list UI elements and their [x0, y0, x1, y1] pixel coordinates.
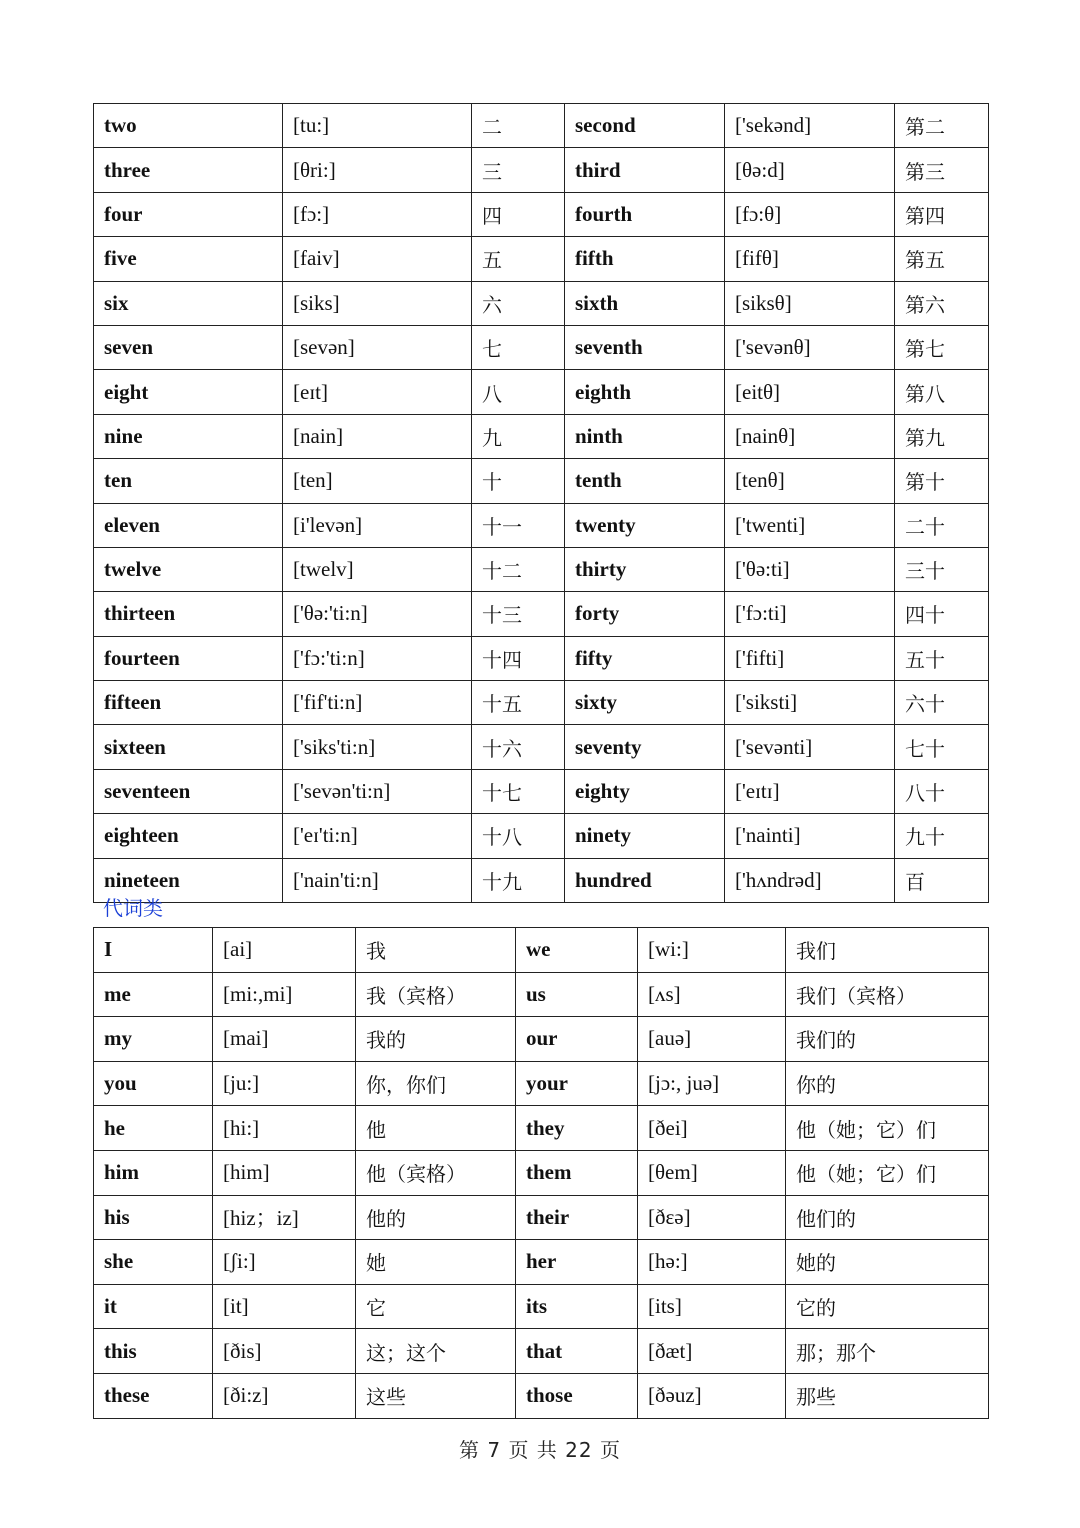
- phonetic-2-cell: ['sevənti]: [725, 725, 895, 769]
- english-word-2-cell: seventh: [565, 325, 725, 369]
- phonetic-cell: [twelv]: [283, 547, 472, 591]
- chinese-meaning-2-cell: 第二: [895, 104, 989, 148]
- table-row: [94, 769, 989, 813]
- table-row: [94, 814, 989, 858]
- chinese-meaning-2-cell: 百: [895, 858, 989, 902]
- english-word-cell: three: [94, 148, 283, 192]
- chinese-meaning-2-cell: 他（她；它）们: [786, 1106, 989, 1151]
- phonetic-cell: ['siks'ti:n]: [283, 725, 472, 769]
- chinese-meaning-cell: 三: [472, 148, 565, 192]
- chinese-meaning-cell: 他的: [356, 1195, 516, 1240]
- table-row: [94, 1329, 989, 1374]
- phonetic-cell: [i'levən]: [283, 503, 472, 547]
- phonetic-2-cell: ['twenti]: [725, 503, 895, 547]
- english-word-2-cell: sixty: [565, 681, 725, 725]
- english-word-2-cell: second: [565, 104, 725, 148]
- phonetic-cell: ['fif'ti:n]: [283, 681, 472, 725]
- phonetic-2-cell: [jɔ:, juə]: [638, 1061, 786, 1106]
- phonetic-cell: [ten]: [283, 459, 472, 503]
- table-row: [94, 858, 989, 902]
- phonetic-cell: [hiz；iz]: [213, 1195, 356, 1240]
- english-word-cell: fourteen: [94, 636, 283, 680]
- english-word-cell: four: [94, 192, 283, 236]
- english-word-cell: his: [94, 1195, 213, 1240]
- chinese-meaning-cell: 他（宾格）: [356, 1150, 516, 1195]
- english-word-cell: me: [94, 972, 213, 1017]
- table-row: [94, 592, 989, 636]
- chinese-meaning-2-cell: 第九: [895, 414, 989, 458]
- english-word-2-cell: ninety: [565, 814, 725, 858]
- phonetic-cell: [mi:,mi]: [213, 972, 356, 1017]
- english-word-2-cell: thirty: [565, 547, 725, 591]
- phonetic-2-cell: ['siksti]: [725, 681, 895, 725]
- english-word-2-cell: her: [516, 1240, 638, 1285]
- table-row: [94, 192, 989, 236]
- english-word-cell: nine: [94, 414, 283, 458]
- english-word-cell: twelve: [94, 547, 283, 591]
- phonetic-cell: [θri:]: [283, 148, 472, 192]
- english-word-2-cell: us: [516, 972, 638, 1017]
- english-word-2-cell: fifth: [565, 237, 725, 281]
- chinese-meaning-cell: 十一: [472, 503, 565, 547]
- phonetic-2-cell: [tenθ]: [725, 459, 895, 503]
- phonetic-cell: [ʃi:]: [213, 1240, 356, 1285]
- phonetic-2-cell: [ðei]: [638, 1106, 786, 1151]
- phonetic-cell: [him]: [213, 1150, 356, 1195]
- phonetic-2-cell: ['eɪtɪ]: [725, 769, 895, 813]
- table-row: [94, 1017, 989, 1062]
- pronouns-vocabulary-table: [93, 927, 989, 1419]
- chinese-meaning-2-cell: 第七: [895, 325, 989, 369]
- chinese-meaning-cell: 她: [356, 1240, 516, 1285]
- chinese-meaning-2-cell: 他（她；它）们: [786, 1150, 989, 1195]
- chinese-meaning-2-cell: 我们的: [786, 1017, 989, 1062]
- page-number-footer: 第 7 页 共 22 页: [459, 1438, 621, 1462]
- english-word-cell: thirteen: [94, 592, 283, 636]
- chinese-meaning-2-cell: 那；那个: [786, 1329, 989, 1374]
- chinese-meaning-2-cell: 第六: [895, 281, 989, 325]
- table-row: [94, 104, 989, 148]
- table-row: [94, 972, 989, 1017]
- english-word-2-cell: eighth: [565, 370, 725, 414]
- phonetic-cell: [ði:z]: [213, 1373, 356, 1418]
- phonetic-2-cell: ['fifti]: [725, 636, 895, 680]
- phonetic-2-cell: [θə:d]: [725, 148, 895, 192]
- phonetic-cell: [nain]: [283, 414, 472, 458]
- chinese-meaning-cell: 十二: [472, 547, 565, 591]
- chinese-meaning-cell: 十九: [472, 858, 565, 902]
- table-row: [94, 1150, 989, 1195]
- chinese-meaning-2-cell: 她的: [786, 1240, 989, 1285]
- chinese-meaning-cell: 我（宾格）: [356, 972, 516, 1017]
- english-word-2-cell: they: [516, 1106, 638, 1151]
- table-row: [94, 148, 989, 192]
- english-word-cell: seventeen: [94, 769, 283, 813]
- table-row: [94, 1195, 989, 1240]
- chinese-meaning-cell: 十八: [472, 814, 565, 858]
- phonetic-cell: [it]: [213, 1284, 356, 1329]
- english-word-2-cell: ninth: [565, 414, 725, 458]
- chinese-meaning-cell: 十七: [472, 769, 565, 813]
- chinese-meaning-cell: 十六: [472, 725, 565, 769]
- phonetic-cell: [mai]: [213, 1017, 356, 1062]
- chinese-meaning-2-cell: 第十: [895, 459, 989, 503]
- english-word-2-cell: hundred: [565, 858, 725, 902]
- english-word-2-cell: that: [516, 1329, 638, 1374]
- chinese-meaning-2-cell: 二十: [895, 503, 989, 547]
- chinese-meaning-2-cell: 我们（宾格）: [786, 972, 989, 1017]
- english-word-cell: five: [94, 237, 283, 281]
- phonetic-2-cell: ['θə:ti]: [725, 547, 895, 591]
- english-word-2-cell: those: [516, 1373, 638, 1418]
- english-word-cell: it: [94, 1284, 213, 1329]
- table-row: [94, 928, 989, 973]
- pronoun-section-heading: 代词类: [103, 896, 163, 920]
- phonetic-cell: [ai]: [213, 928, 356, 973]
- english-word-2-cell: third: [565, 148, 725, 192]
- english-word-2-cell: tenth: [565, 459, 725, 503]
- chinese-meaning-cell: 五: [472, 237, 565, 281]
- chinese-meaning-2-cell: 五十: [895, 636, 989, 680]
- phonetic-2-cell: [fɔ:θ]: [725, 192, 895, 236]
- phonetic-cell: [faiv]: [283, 237, 472, 281]
- chinese-meaning-cell: 十: [472, 459, 565, 503]
- english-word-cell: fifteen: [94, 681, 283, 725]
- english-word-2-cell: your: [516, 1061, 638, 1106]
- phonetic-cell: [ju:]: [213, 1061, 356, 1106]
- english-word-2-cell: forty: [565, 592, 725, 636]
- phonetic-2-cell: [ðæt]: [638, 1329, 786, 1374]
- english-word-cell: ten: [94, 459, 283, 503]
- english-word-2-cell: sixth: [565, 281, 725, 325]
- phonetic-cell: [fɔ:]: [283, 192, 472, 236]
- chinese-meaning-cell: 九: [472, 414, 565, 458]
- chinese-meaning-cell: 二: [472, 104, 565, 148]
- english-word-cell: you: [94, 1061, 213, 1106]
- english-word-2-cell: eighty: [565, 769, 725, 813]
- chinese-meaning-cell: 八: [472, 370, 565, 414]
- chinese-meaning-2-cell: 三十: [895, 547, 989, 591]
- chinese-meaning-cell: 这些: [356, 1373, 516, 1418]
- english-word-2-cell: our: [516, 1017, 638, 1062]
- english-word-cell: my: [94, 1017, 213, 1062]
- table-row: [94, 414, 989, 458]
- english-word-cell: seven: [94, 325, 283, 369]
- phonetic-cell: [eɪt]: [283, 370, 472, 414]
- phonetic-cell: [hi:]: [213, 1106, 356, 1151]
- chinese-meaning-cell: 他: [356, 1106, 516, 1151]
- english-word-cell: eighteen: [94, 814, 283, 858]
- phonetic-cell: ['nain'ti:n]: [283, 858, 472, 902]
- english-word-cell: eight: [94, 370, 283, 414]
- table-row: [94, 237, 989, 281]
- phonetic-2-cell: ['sekənd]: [725, 104, 895, 148]
- chinese-meaning-cell: 你，你们: [356, 1061, 516, 1106]
- chinese-meaning-2-cell: 那些: [786, 1373, 989, 1418]
- table-row: [94, 503, 989, 547]
- english-word-2-cell: them: [516, 1150, 638, 1195]
- phonetic-cell: [tu:]: [283, 104, 472, 148]
- phonetic-2-cell: [eitθ]: [725, 370, 895, 414]
- phonetic-cell: ['eɪ'ti:n]: [283, 814, 472, 858]
- english-word-2-cell: fourth: [565, 192, 725, 236]
- chinese-meaning-cell: 它: [356, 1284, 516, 1329]
- english-word-2-cell: seventy: [565, 725, 725, 769]
- table-row: [94, 281, 989, 325]
- phonetic-2-cell: ['fɔ:ti]: [725, 592, 895, 636]
- phonetic-2-cell: [ðəuz]: [638, 1373, 786, 1418]
- phonetic-cell: [ðis]: [213, 1329, 356, 1374]
- numbers-table-body: [94, 104, 989, 903]
- phonetic-2-cell: [hə:]: [638, 1240, 786, 1285]
- phonetic-2-cell: ['sevənθ]: [725, 325, 895, 369]
- table-row: [94, 725, 989, 769]
- english-word-2-cell: its: [516, 1284, 638, 1329]
- phonetic-2-cell: [siksθ]: [725, 281, 895, 325]
- english-word-2-cell: twenty: [565, 503, 725, 547]
- english-word-cell: him: [94, 1150, 213, 1195]
- chinese-meaning-2-cell: 第五: [895, 237, 989, 281]
- phonetic-2-cell: ['hʌndrəd]: [725, 858, 895, 902]
- chinese-meaning-2-cell: 第三: [895, 148, 989, 192]
- chinese-meaning-cell: 我的: [356, 1017, 516, 1062]
- phonetic-2-cell: [nainθ]: [725, 414, 895, 458]
- phonetic-2-cell: [its]: [638, 1284, 786, 1329]
- phonetic-cell: ['θə:'ti:n]: [283, 592, 472, 636]
- table-row: [94, 459, 989, 503]
- phonetic-2-cell: [fifθ]: [725, 237, 895, 281]
- english-word-2-cell: fifty: [565, 636, 725, 680]
- table-row: [94, 547, 989, 591]
- chinese-meaning-2-cell: 八十: [895, 769, 989, 813]
- chinese-meaning-cell: 四: [472, 192, 565, 236]
- chinese-meaning-2-cell: 第四: [895, 192, 989, 236]
- phonetic-cell: [siks]: [283, 281, 472, 325]
- chinese-meaning-2-cell: 七十: [895, 725, 989, 769]
- table-row: [94, 370, 989, 414]
- chinese-meaning-2-cell: 第八: [895, 370, 989, 414]
- phonetic-2-cell: [ʌs]: [638, 972, 786, 1017]
- phonetic-2-cell: [wi:]: [638, 928, 786, 973]
- phonetic-cell: ['fɔ:'ti:n]: [283, 636, 472, 680]
- phonetic-cell: ['sevən'ti:n]: [283, 769, 472, 813]
- pronouns-table-body: [94, 928, 989, 1419]
- english-word-cell: eleven: [94, 503, 283, 547]
- english-word-cell: two: [94, 104, 283, 148]
- chinese-meaning-2-cell: 九十: [895, 814, 989, 858]
- table-row: [94, 1373, 989, 1418]
- english-word-cell: nineteen: [94, 858, 283, 902]
- chinese-meaning-2-cell: 六十: [895, 681, 989, 725]
- chinese-meaning-cell: 这；这个: [356, 1329, 516, 1374]
- english-word-2-cell: their: [516, 1195, 638, 1240]
- english-word-cell: I: [94, 928, 213, 973]
- english-word-cell: this: [94, 1329, 213, 1374]
- numbers-vocabulary-table: [93, 103, 989, 903]
- english-word-cell: he: [94, 1106, 213, 1151]
- chinese-meaning-cell: 十五: [472, 681, 565, 725]
- chinese-meaning-cell: 十三: [472, 592, 565, 636]
- english-word-2-cell: we: [516, 928, 638, 973]
- table-row: [94, 325, 989, 369]
- table-row: [94, 681, 989, 725]
- chinese-meaning-2-cell: 四十: [895, 592, 989, 636]
- english-word-cell: sixteen: [94, 725, 283, 769]
- chinese-meaning-2-cell: 我们: [786, 928, 989, 973]
- chinese-meaning-2-cell: 他们的: [786, 1195, 989, 1240]
- phonetic-2-cell: [θem]: [638, 1150, 786, 1195]
- chinese-meaning-2-cell: 它的: [786, 1284, 989, 1329]
- chinese-meaning-cell: 六: [472, 281, 565, 325]
- table-row: [94, 1106, 989, 1151]
- table-row: [94, 636, 989, 680]
- table-row: [94, 1284, 989, 1329]
- table-row: [94, 1061, 989, 1106]
- english-word-cell: these: [94, 1373, 213, 1418]
- chinese-meaning-cell: 七: [472, 325, 565, 369]
- chinese-meaning-cell: 我: [356, 928, 516, 973]
- english-word-cell: six: [94, 281, 283, 325]
- table-row: [94, 1240, 989, 1285]
- chinese-meaning-cell: 十四: [472, 636, 565, 680]
- chinese-meaning-2-cell: 你的: [786, 1061, 989, 1106]
- phonetic-2-cell: [auə]: [638, 1017, 786, 1062]
- phonetic-2-cell: [ðεə]: [638, 1195, 786, 1240]
- english-word-cell: she: [94, 1240, 213, 1285]
- phonetic-cell: [sevən]: [283, 325, 472, 369]
- phonetic-2-cell: ['nainti]: [725, 814, 895, 858]
